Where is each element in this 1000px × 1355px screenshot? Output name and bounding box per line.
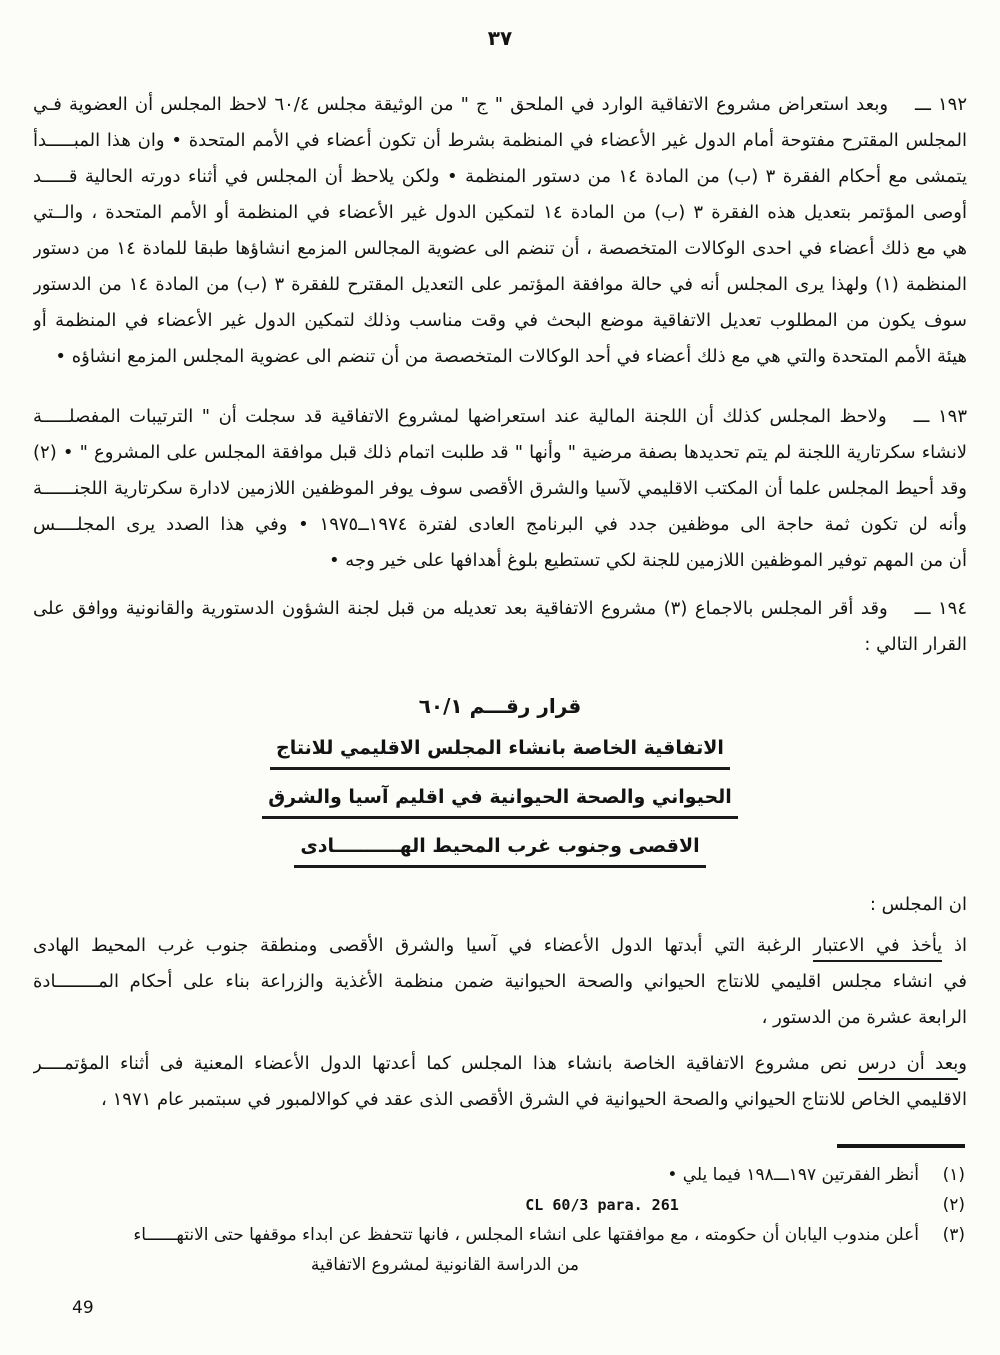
resolution-number: قرار رقـــم ٦٠/١ — [418, 694, 582, 718]
footnote-text: أنظر الفقرتين ١٩٧ـــ١٩٨ فيما يلي • — [667, 1165, 919, 1185]
resolution-title-line — [33, 833, 967, 868]
clause-underlined-phrase: بعد أن درس — [858, 1053, 959, 1080]
clause-underlined-phrase: يأخذ في الاعتبار — [813, 935, 942, 962]
clause-prefix: و — [958, 1053, 967, 1074]
resolution-title-line — [33, 784, 967, 819]
footnote-marker: (١) — [942, 1165, 965, 1185]
footnote-1 — [35, 1160, 965, 1190]
text-line: وأنه لن تكون ثمة حاجة الى موظفين جدد في البرنامج العادى لفترة ١٩٧٤ــ١٩٧٥ • وفي هذا الصدد يرى المجلــــس — [33, 514, 967, 535]
text-line: لانشاء سكرتارية اللجنة لم يتم تحديدها بصفة مرضية " وأنها " قد طلبت اتمام ذلك قبل موافقة المجلس على المشروع " • (٢) — [33, 442, 967, 463]
footnote-marker: (٣) — [942, 1225, 965, 1245]
page-number-top: ٣٧ — [487, 26, 513, 50]
resolution-title-text: الحيواني والصحة الحيوانية في اقليم آسيا والشرق — [262, 784, 738, 819]
text-line: يتمشى مع أحكام الفقرة ٣ (ب) من المادة ١٤ من دستور المنظمة • ولكن يلاحظ أن المجلس في أثناء دورته الحالية قـــــد — [33, 166, 967, 187]
text-line: ١٩٢ ـــ وبعد استعراض مشروع الاتفاقية الوارد في الملحق " ج " من الوثيقة مجلس ٦٠/٤ لاحظ المجلس أن العضوية فـي — [33, 94, 967, 115]
footnote-text — [35, 1220, 919, 1280]
clause-rest: نص مشروع الاتفاقية الخاصة بانشاء هذا المجلس كما أعدتها الدول الأعضاء المعنية فى أثناء المؤتمــــر — [33, 1053, 858, 1074]
footnote-text-line: من الدراسة القانونية لمشروع الاتفاقية — [310, 1255, 579, 1275]
council-lead-in: ان المجلس : — [869, 894, 967, 915]
text-line: في انشاء مجلس اقليمي للانتاج الحيواني والصحة الحيوانية ضمن منظمة الأغذية والزراعة بناء على أحكام المــــــــادة — [33, 971, 967, 992]
text-line: الرابعة عشرة من الدستور ، — [761, 1007, 967, 1028]
text-line: ١٩٣ ـــ ولاحظ المجلس كذلك أن اللجنة المالية عند استعراضها لمشروع الاتفاقية قد سجلت أن " الترتيبات المفصلـــــة — [33, 406, 967, 427]
footnote-text-line: أعلن مندوب اليابان أن حكومته ، مع موافقتها على انشاء المجلس ، فانها تتحفظ عن ابداء موقفها حتى الانتهــــــاء — [133, 1225, 919, 1245]
preamble-clause-2 — [33, 1046, 967, 1118]
paragraph-194 — [33, 591, 967, 663]
text-line: المجلس المقترح مفتوحة أمام الدول غير الأعضاء في المنظمة بشرط أن تكون أعضاء في الأمم المتحدة • وان هذا المبـــــدأ — [33, 130, 967, 151]
text-line: أوصى المؤتمر بتعديل هذه الفقرة ٣ (ب) من المادة ١٤ لتمكين الدول غير الأعضاء في المنظمة أو الأمم المتحدة ، والــتي — [33, 202, 967, 223]
footnote-marker: (٢) — [942, 1195, 965, 1215]
text-line — [33, 928, 967, 964]
resolution-title-text: الاقصى وجنوب غرب المحيط الهــــــــــادى — [294, 833, 705, 868]
footnote-3 — [35, 1220, 965, 1280]
text-line — [33, 1046, 967, 1082]
resolution-heading — [33, 691, 967, 868]
footnote-2 — [35, 1190, 965, 1220]
resolution-title-text: الاتفاقية الخاصة بانشاء المجلس الاقليمي للانتاج — [270, 735, 730, 770]
text-line: سوف يكون من المطلوب تعديل الاتفاقية موضع البحث في وقت مناسب وذلك لتمكين الدول غير الأعضاء في المنظمة أو — [33, 310, 967, 331]
page-number-bottom: 49 — [72, 1298, 94, 1318]
text-line: هيئة الأمم المتحدة والتي هي مع ذلك أعضاء في أحد الوكالات المتخصصة من أن تنضم الى عضوية المجلس المزمع انشاؤه • — [55, 346, 967, 367]
clause-rest: الرغبة التي أبدتها الدول الأعضاء في آسيا والشرق الأقصى ومنطقة جنوب غرب المحيط الهادى — [33, 935, 814, 956]
paragraph-192 — [33, 87, 967, 375]
text-line: وقد أحيط المجلس علما أن المكتب الاقليمي لآسيا والشرق الأقصى سوف يوفر الموظفين اللازمين لادارة سكرتارية اللجنــــــة — [33, 478, 967, 499]
text-line: المنظمة (١) ولهذا يرى المجلس أنه في حالة موافقة المؤتمر على التعديل المقترح للفقرة ٣ (ب) من المادة ١٤ من الدستور — [33, 274, 967, 295]
paragraph-193 — [33, 399, 967, 579]
resolution-title-line — [33, 735, 967, 770]
text-line: القرار التالي : — [864, 634, 967, 655]
clause-prefix: اذ — [942, 935, 967, 956]
document-body — [0, 50, 1000, 1148]
footnote-text: CL 60/3 para. 261 — [525, 1196, 679, 1214]
preamble-clause-1 — [33, 928, 967, 1036]
text-line: أن من المهم توفير الموظفين اللازمين للجنة لكي تستطيع بلوغ أهدافها على خير وجه • — [328, 550, 967, 571]
text-line: هي مع ذلك أعضاء في احدى الوكالات المتخصصة ، أن تنضم الى عضوية المجالس المزمع انشاؤها طبقا للمادة ١٤ من دستور — [33, 238, 967, 259]
footnotes — [0, 1148, 1000, 1280]
text-line: الاقليمي الخاص للانتاج الحيواني والصحة الحيوانية في الشرق الأقصى الذى عقد في كوالالمبور في سبتمبر عام ١٩٧١ ، — [101, 1089, 967, 1110]
text-line: ١٩٤ ـــ وقد أقر المجلس بالاجماع (٣) مشروع الاتفاقية بعد تعديله من قبل لجنة الشؤون الدستورية والقانونية ووافق على — [33, 598, 967, 619]
